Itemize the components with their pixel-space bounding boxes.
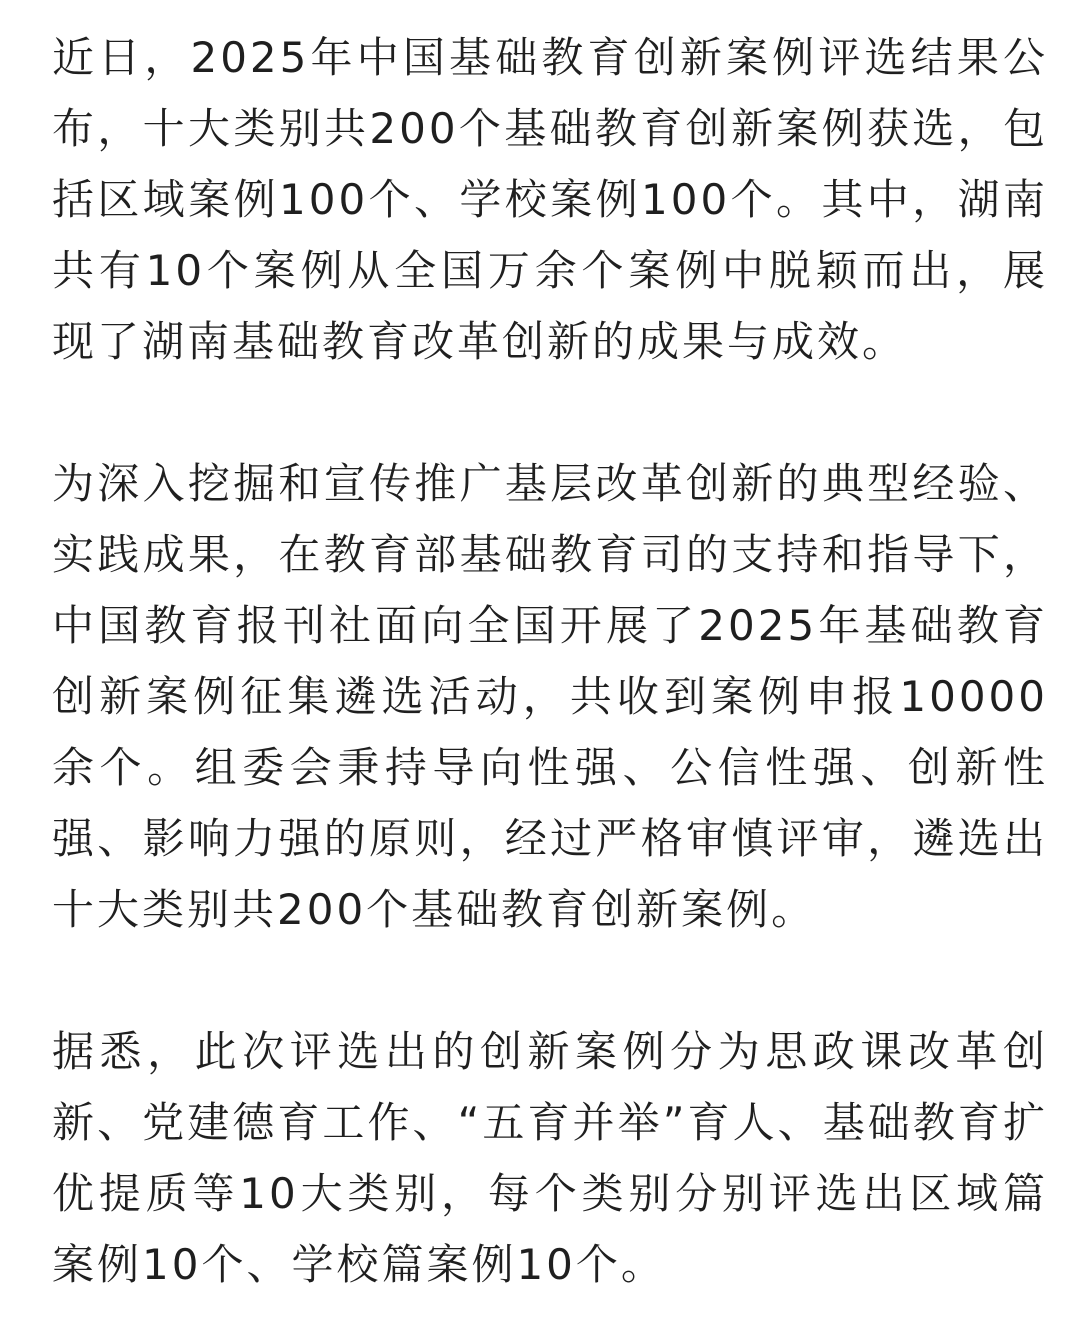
paragraph-results-announcement: 近日，2025年中国基础教育创新案例评选结果公布，十大类别共200个基础教育创新案例获选，包括区域案例100个、学校案例100个。其中，湖南共有10个案例从全国万余个案例中脱颖而出，展现了湖南基础教育改革创新的成果与成效。 — [52, 33, 1048, 366]
paragraph-selection-activity: 为深入挖掘和宣传推广基层改革创新的典型经验、实践成果，在教育部基础教育司的支持和指导下，中国教育报刊社面向全国开展了2025年基础教育创新案例征集遴选活动，共收到案例申报10000余个。组委会秉持导向性强、公信性强、创新性强、影响力强的原则，经过严格审慎评审，遴选出十大类别共200个基础教育创新案例。 — [52, 459, 1048, 934]
paragraph-case-categories: 据悉，此次评选出的创新案例分为思政课改革创新、党建德育工作、“五育并举”育人、基础教育扩优提质等10大类别，每个类别分别评选出区域篇案例10个、学校篇案例10个。 — [52, 1027, 1048, 1289]
article-body — [52, 22, 1048, 1300]
